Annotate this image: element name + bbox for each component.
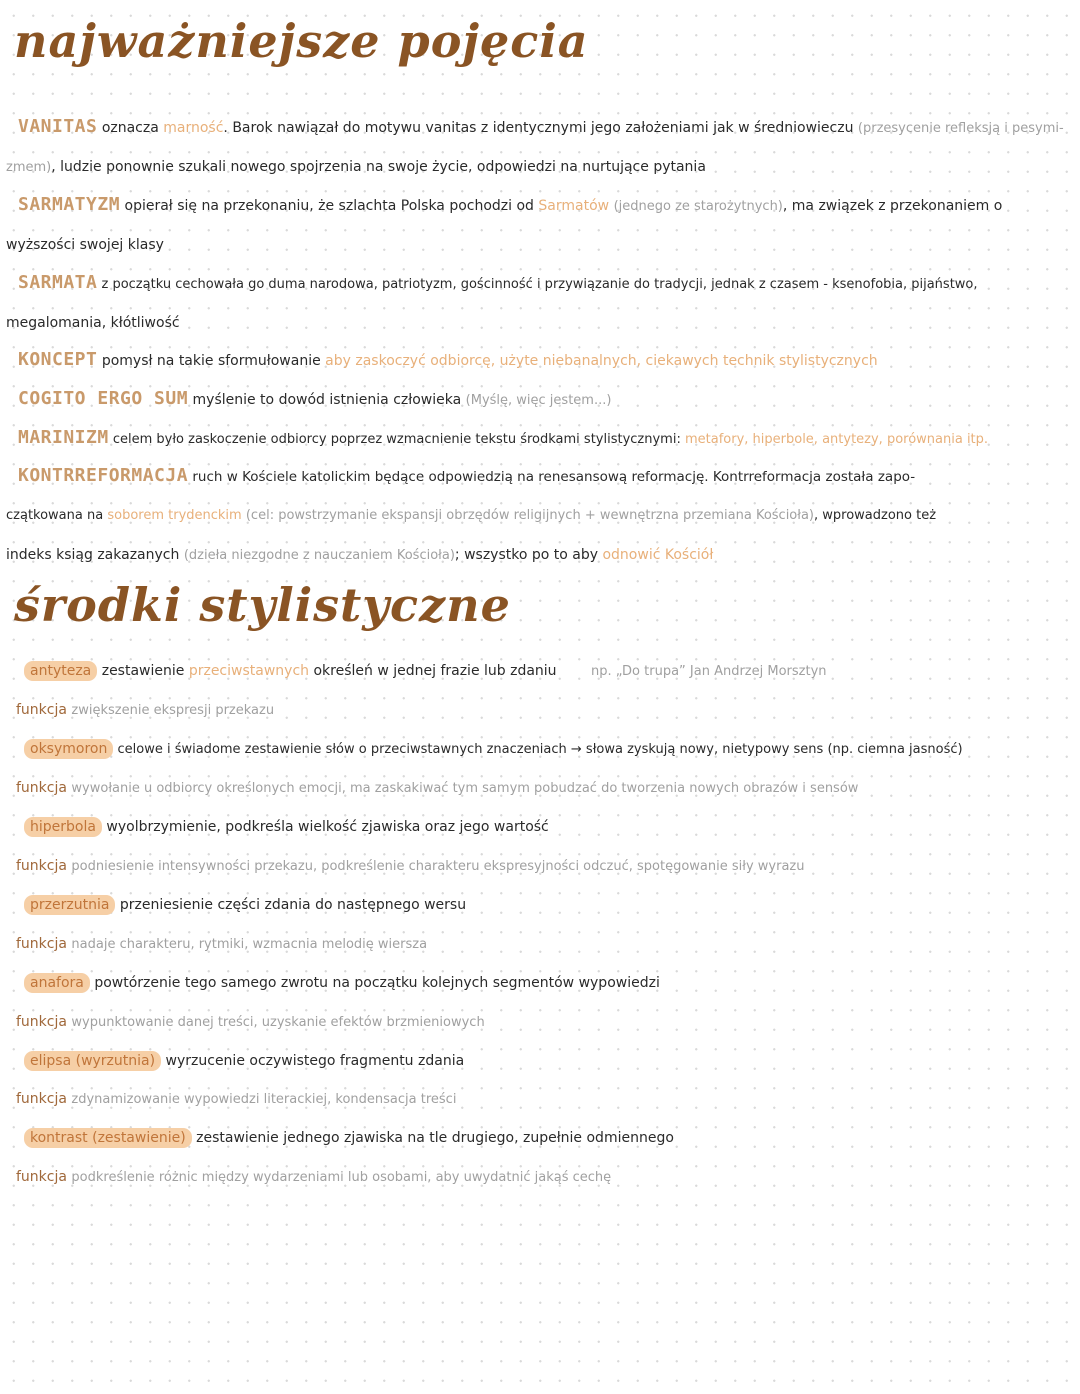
entry-cogito xyxy=(18,390,1080,410)
term-koncept: KONCEPT xyxy=(18,349,98,370)
term-marinizm: MARINIZM xyxy=(18,427,109,448)
vanitas-note-2: zmem) xyxy=(6,160,52,175)
kontrreformacja-text-3: , wprowadzono też xyxy=(814,508,937,523)
sarmatyzm-note: (jednego ze starożytnych) xyxy=(613,199,783,214)
heading-key-concepts: najważniejsze pojęcia xyxy=(14,14,589,68)
device-hiperbola xyxy=(24,817,1080,837)
device-name-pill: hiperbola xyxy=(24,817,102,837)
sarmata-text-2: megalomania, kłótliwość xyxy=(6,315,180,331)
function-label: funkcja xyxy=(16,1091,67,1107)
kontrreformacja-note-2: (dzieła niezgodne z nauczaniem Kościoła) xyxy=(183,548,455,563)
cogito-text: myślenie to dowód istnienia człowieka xyxy=(192,392,462,408)
device-text: zestawienie jednego zjawiska na tle drugiego, zupełnie odmiennego xyxy=(196,1130,674,1146)
heading-stylistic-devices: środki stylistyczne xyxy=(14,578,511,632)
device-text: powtórzenie tego samego zwrotu na początku kolejnych segmentów wypowiedzi xyxy=(94,975,660,991)
device-name-pill: elipsa (wyrzutnia) xyxy=(24,1051,161,1071)
term-kontrreformacja: KONTRREFORMACJA xyxy=(18,465,189,486)
vanitas-note-1: (przesycenie refleksją i pesymi- xyxy=(857,121,1064,136)
cogito-note: (Myślę, więc jestem...) xyxy=(465,393,612,408)
function-oksymoron xyxy=(16,779,1080,798)
sarmata-text-1: z początku cechowała go duma narodowa, patriotyzm, gościnność i przywiązanie do tradycji, jednak z czasem - ksenofobia, pijaństwo, xyxy=(101,277,978,292)
function-anafora xyxy=(16,1013,1080,1032)
function-antyteza xyxy=(16,701,1080,720)
function-label: funkcja xyxy=(16,780,67,796)
vanitas-accent: marność xyxy=(163,120,224,136)
function-label: funkcja xyxy=(16,1169,67,1185)
function-przerzutnia xyxy=(16,935,1080,954)
function-text: wypunktowanie danej treści, uzyskanie efektów brzmieniowych xyxy=(71,1015,485,1030)
function-text: zwiększenie ekspresji przekazu xyxy=(71,703,275,718)
device-antyteza xyxy=(24,661,1080,681)
device-example: (np. ciemna jasność) xyxy=(827,742,963,757)
device-anafora xyxy=(24,973,1080,993)
kontrreformacja-text-2: czątkowana na xyxy=(6,508,104,523)
function-text: podkreślenie różnic między wydarzeniami lub osobami, aby uwydatnić jakąś cechę xyxy=(71,1170,612,1185)
entry-kontrreformacja-cont xyxy=(6,507,1078,525)
marinizm-text: celem było zaskoczenie odbiorcy poprzez wzmacnienie tekstu środkami stylistycznymi: xyxy=(112,432,681,447)
sarmatyzm-text-1: opierał się na przekonaniu, że szlachta Polska pochodzi od xyxy=(124,198,534,214)
vanitas-text-2: . Barok nawiązał do motywu vanitas z identycznymi jego założeniami jak w średniowieczu xyxy=(223,120,854,136)
entry-sarmata-cont xyxy=(6,314,1078,332)
device-oksymoron xyxy=(24,739,1080,759)
function-text: wywołanie u odbiorcy określonych emocji, ma zaskakiwać tym samym pobudzać do tworzenia nowych obrazów i sensów xyxy=(71,781,859,796)
sarmatyzm-text-3: wyższości swojej klasy xyxy=(6,237,164,253)
marinizm-accent: metafory, hiperbole, antytezy, porównania itp. xyxy=(684,432,989,447)
function-label: funkcja xyxy=(16,936,67,952)
term-cogito: COGITO ERGO SUM xyxy=(18,388,189,409)
entry-marinizm xyxy=(18,429,1080,449)
device-name-pill: przerzutnia xyxy=(24,895,115,915)
entry-sarmatyzm-cont xyxy=(6,236,1078,254)
device-elipsa xyxy=(24,1051,1080,1071)
kontrreformacja-text-4: indeks ksiąg zakazanych xyxy=(6,547,180,563)
device-accent: przeciwstawnych xyxy=(188,663,310,679)
kontrreformacja-accent-1: soborem trydenckim xyxy=(107,508,242,523)
function-elipsa xyxy=(16,1090,1080,1109)
device-przerzutnia xyxy=(24,895,1080,915)
function-label: funkcja xyxy=(16,858,67,874)
term-vanitas: VANITAS xyxy=(18,116,98,137)
function-hiperbola xyxy=(16,857,1080,876)
device-text: celowe i świadome zestawienie słów o przeciwstawnych znaczeniach → słowa zyskują nowy, nietypowy sens xyxy=(117,742,824,757)
function-text: nadaje charakteru, rytmiki, wzmacnia melodię wiersza xyxy=(71,937,428,952)
sarmatyzm-text-2: , ma związek z przekonaniem o xyxy=(782,198,1003,214)
device-text: przeniesienie części zdania do następnego wersu xyxy=(119,897,467,913)
kontrreformacja-text-1: ruch w Kościele katolickim będące odpowiedzią na renesansową reformację. Kontrreformacja została zapo- xyxy=(192,469,916,485)
term-sarmata: SARMATA xyxy=(18,272,98,293)
function-kontrast xyxy=(16,1168,1080,1187)
device-name-pill: anafora xyxy=(24,973,90,993)
vanitas-text-3: , ludzie ponownie szukali nowego spojrzenia na swoje życie, odpowiedzi na nurtujące pytania xyxy=(51,159,706,175)
entry-kontrreformacja-cont-2 xyxy=(6,546,1078,565)
kontrreformacja-note-1: (cel: powstrzymanie ekspansji obrzędów religijnych + wewnętrzna przemiana Kościoła) xyxy=(245,508,814,523)
koncept-text: pomysł na takie sformułowanie xyxy=(101,353,321,369)
device-text-pre: zestawienie xyxy=(101,663,185,679)
entry-vanitas-cont xyxy=(6,158,1078,177)
entry-koncept xyxy=(18,351,1080,370)
kontrreformacja-accent-2: odnowić Kościół xyxy=(602,547,714,563)
device-text: określeń w jednej frazie lub zdaniu xyxy=(313,663,557,679)
entry-sarmata xyxy=(18,274,1080,294)
device-text: wyolbrzymienie, podkreśla wielkość zjawiska oraz jego wartość xyxy=(106,819,549,835)
function-text: podniesienie intensywności przekazu, podkreślenie charakteru ekspresyjności odczuć, spotęgowanie siły wyrazu xyxy=(71,859,805,874)
device-text: wyrzucenie oczywistego fragmentu zdania xyxy=(165,1053,465,1069)
sarmatyzm-accent: Sarmatów xyxy=(538,198,610,214)
device-name-pill: oksymoron xyxy=(24,739,113,759)
entry-vanitas xyxy=(18,118,1080,138)
device-name-pill: kontrast (zestawienie) xyxy=(24,1128,192,1148)
function-label: funkcja xyxy=(16,1014,67,1030)
device-example: np. „Do trupa” Jan Andrzej Morsztyn xyxy=(591,664,827,679)
entry-sarmatyzm xyxy=(18,196,1080,216)
entry-kontrreformacja xyxy=(18,467,1080,486)
vanitas-text-1: oznacza xyxy=(101,120,159,136)
function-label: funkcja xyxy=(16,702,67,718)
device-kontrast xyxy=(24,1128,1080,1148)
function-text: zdynamizowanie wypowiedzi literackiej, kondensacja treści xyxy=(71,1092,457,1107)
term-sarmatyzm: SARMATYZM xyxy=(18,194,121,215)
device-name-pill: antyteza xyxy=(24,661,97,681)
kontrreformacja-text-5: ; wszystko po to aby xyxy=(454,547,599,563)
koncept-accent: aby zaskoczyć odbiorcę, użyte niebanalnych, ciekawych technik stylistycznych xyxy=(325,353,878,369)
